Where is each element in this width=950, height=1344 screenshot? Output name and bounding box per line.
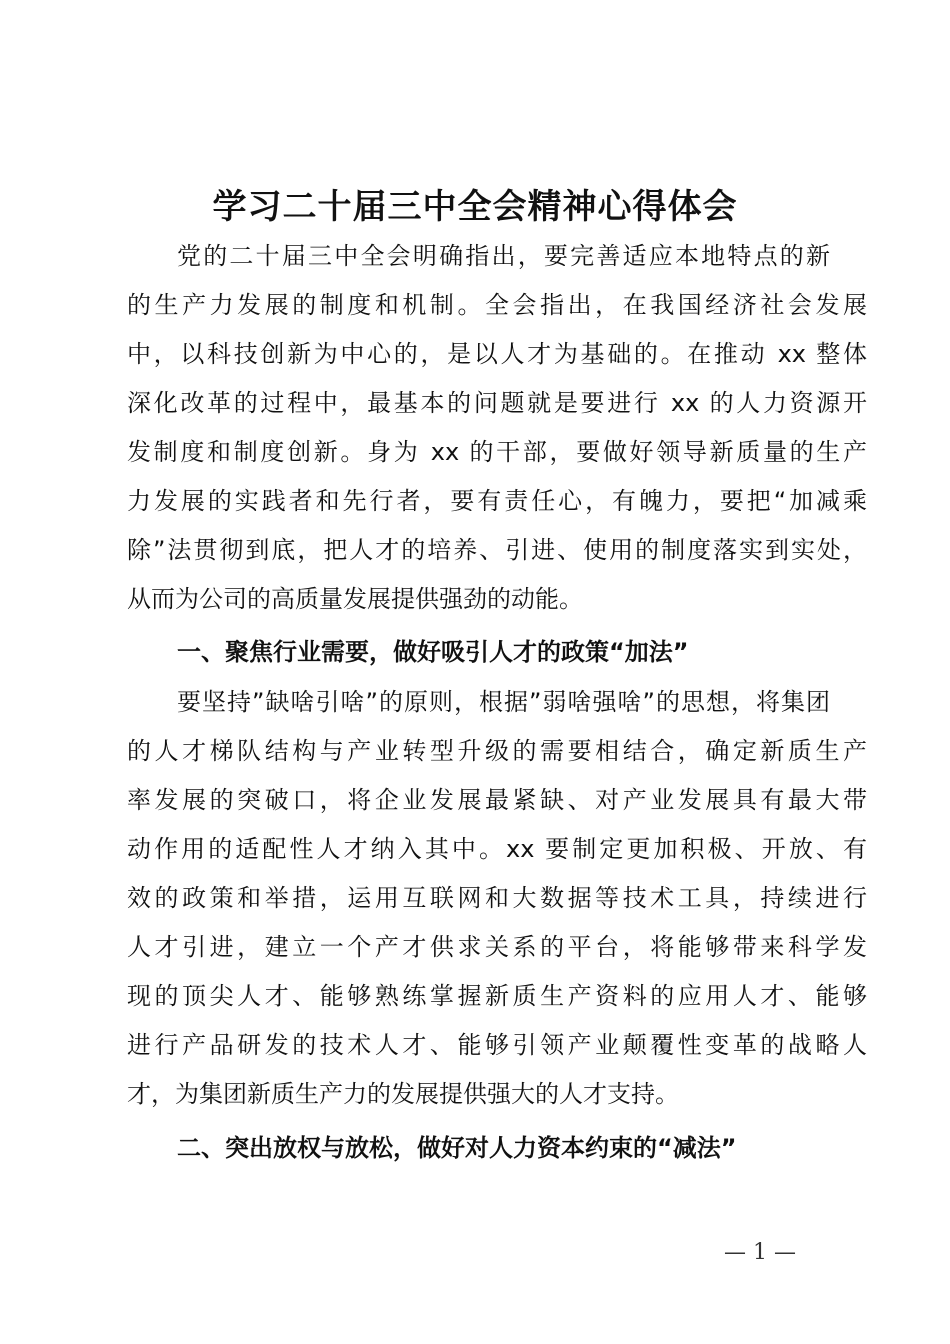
paragraph-line: 人才引进，建立一个产才供求关系的平台，将能够带来科学发 (127, 933, 867, 961)
paragraph-line: 的生产力发展的制度和机制。全会指出，在我国经济社会发展 (127, 291, 867, 319)
section-heading-1: 一、聚焦行业需要，做好吸引人才的政策“加法” (177, 638, 689, 666)
paragraph-line: 进行产品研发的技术人才、能够引领产业颠覆性变革的战略人 (127, 1031, 867, 1059)
paragraph-line: 除”法贯彻到底，把人才的培养、引进、使用的制度落实到实处， (127, 536, 867, 564)
paragraph-line: 要坚持”缺啥引啥”的原则，根据”弱啥强啥”的思想，将集团 (177, 688, 830, 716)
paragraph-line: 现的顶尖人才、能够熟练掌握新质生产资料的应用人才、能够 (127, 982, 867, 1010)
paragraph-line: 从而为公司的高质量发展提供强劲的动能。 (127, 585, 583, 613)
section-heading-2: 二、突出放权与放松，做好对人力资本约束的“减法” (177, 1134, 737, 1162)
paragraph-line: 的人才梯队结构与产业转型升级的需要相结合，确定新质生产 (127, 737, 867, 765)
paragraph-line: 才，为集团新质生产力的发展提供强大的人才支持。 (127, 1080, 679, 1108)
paragraph-line: 中，以科技创新为中心的，是以人才为基础的。在推动 xx 整体 (127, 340, 867, 368)
paragraph-line: 发制度和制度创新。身为 xx 的干部，要做好领导新质量的生产 (127, 438, 867, 466)
paragraph-line: 效的政策和举措，运用互联网和大数据等技术工具，持续进行 (127, 884, 867, 912)
page-number: — 1 — (724, 1240, 796, 1265)
paragraph-line: 率发展的突破口，将企业发展最紧缺、对产业发展具有最大带 (127, 786, 867, 814)
paragraph-line: 深化改革的过程中，最基本的问题就是要进行 xx 的人力资源开 (127, 389, 867, 417)
paragraph-line: 力发展的实践者和先行者，要有责任心，有魄力，要把“加减乘 (127, 487, 867, 515)
document-title: 学习二十届三中全会精神心得体会 (212, 187, 738, 227)
paragraph-line: 党的二十届三中全会明确指出，要完善适应本地特点的新 (177, 242, 830, 270)
paragraph-line: 动作用的适配性人才纳入其中。xx 要制定更加积极、开放、有 (127, 835, 867, 863)
